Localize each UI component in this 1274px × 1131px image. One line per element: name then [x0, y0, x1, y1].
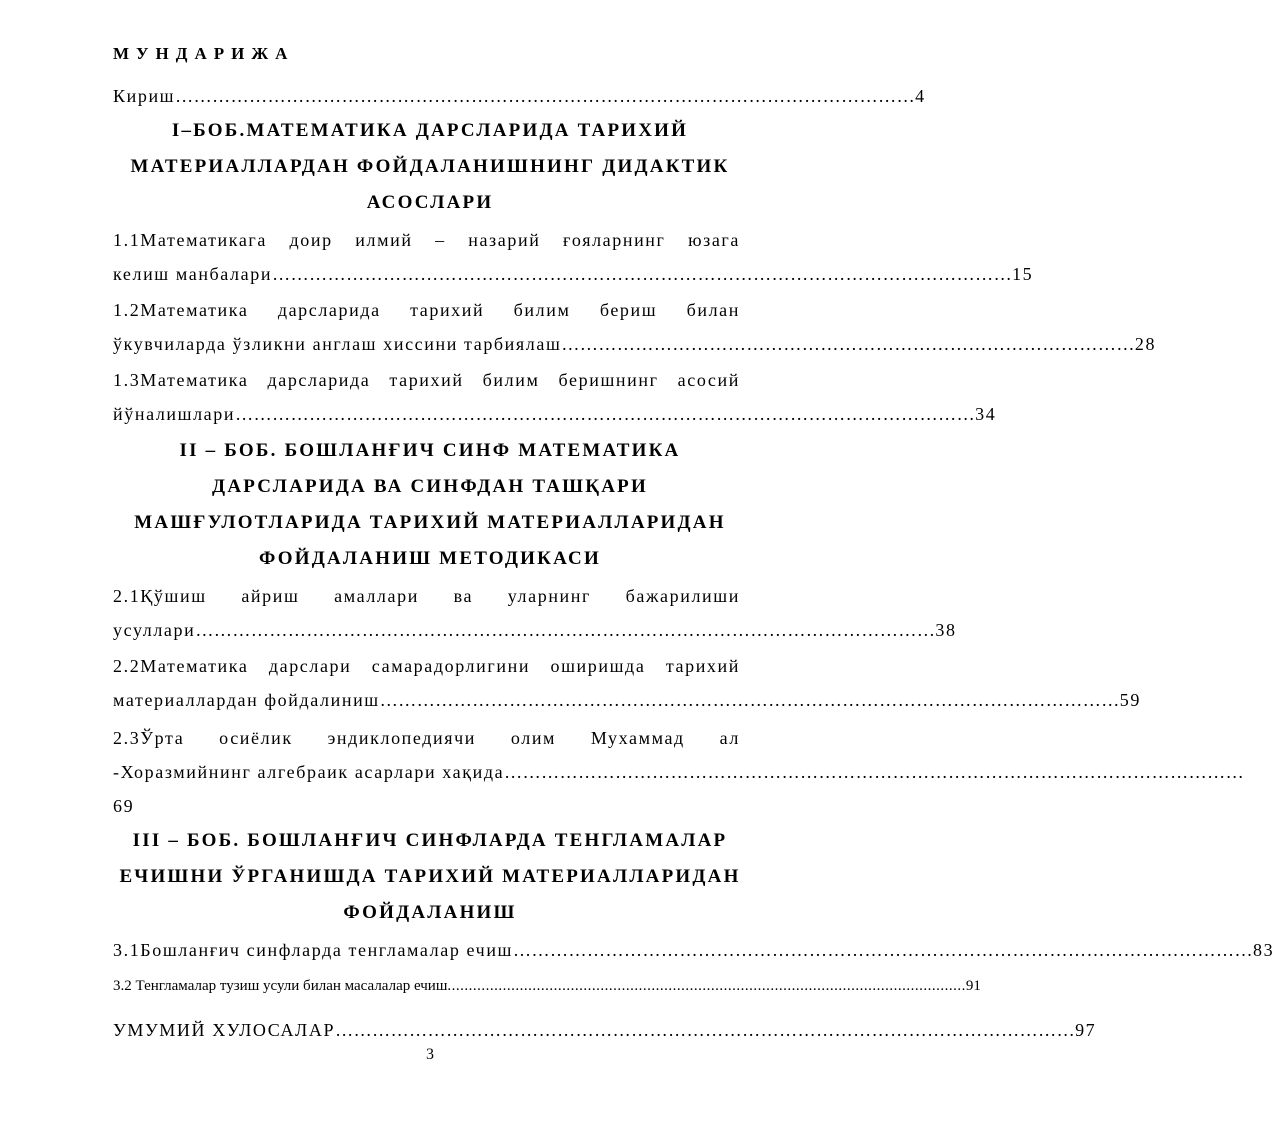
toc-word: ал	[719, 728, 740, 748]
toc-entry-1-1-continued[interactable]	[113, 260, 1034, 288]
toc-entry-page: 15	[1012, 264, 1034, 284]
toc-word: доир	[289, 230, 333, 250]
toc-entry-page: 83	[1253, 940, 1274, 960]
toc-entry-1-2[interactable]	[113, 296, 740, 324]
toc-word: ва	[453, 586, 474, 606]
toc-entry-title: УМУМИЙ ХУЛОСАЛАР	[113, 1020, 336, 1040]
toc-word: 2.3Ўрта	[113, 728, 185, 748]
toc-entry-page: 34	[975, 404, 997, 424]
toc-word: эндиклопедиячи	[327, 728, 477, 748]
toc-word: тарихий	[389, 370, 464, 390]
toc-word: Мухаммад	[590, 728, 685, 748]
toc-entry-2-2-continued[interactable]	[113, 686, 1141, 714]
toc-word: беришнинг	[558, 370, 659, 390]
toc-entry-2-3-continued[interactable]	[113, 758, 1245, 786]
toc-entry-intro[interactable]	[113, 82, 926, 110]
toc-entry-1-2-continued[interactable]	[113, 330, 1157, 358]
toc-word: ғояларнинг	[562, 230, 666, 250]
chapter-2-title-line-2: ДАРСЛАРИДА ВА СИНФДАН ТАШҚАРИ	[212, 476, 648, 497]
toc-word: юзага	[688, 230, 740, 250]
leader-dots: …………………………………………………………………………………………………………	[513, 940, 1254, 960]
toc-entry-title: 3.1Бошланғич синфларда тенгламалар ечиш	[113, 940, 514, 960]
toc-entry-1-3-continued[interactable]	[113, 400, 997, 428]
chapter-3-title-line-3: ФОЙДАЛАНИШ	[343, 902, 517, 923]
toc-entry-1-3[interactable]	[113, 366, 740, 394]
toc-entry-page: 91	[965, 978, 981, 994]
toc-entry-page: 28	[1134, 334, 1157, 354]
toc-word: тарихий	[410, 300, 485, 320]
chapter-1-title-line-2: МАТЕРИАЛЛАРДАН ФОЙДАЛАНИШНИНГ ДИДАКТИК	[130, 156, 730, 177]
toc-word: оширишда	[550, 656, 646, 676]
toc-word: 2.2Математика	[113, 656, 249, 676]
toc-word: дарслари	[268, 656, 352, 676]
toc-word: уларнинг	[507, 586, 591, 606]
leader-dots: …………………………………………………………………………………	[561, 334, 1135, 354]
toc-entry-1-1[interactable]	[113, 226, 740, 254]
chapter-3-title-line-2: ЕЧИШНИ ЎРГАНИШДА ТАРИХИЙ МАТЕРИАЛЛАРИДАН	[119, 866, 741, 887]
toc-word: билан	[686, 300, 740, 320]
leader-dots: …………………………………………………………………………………………………………	[504, 762, 1245, 782]
chapter-2-title-line-4: ФОЙДАЛАНИШ МЕТОДИКАСИ	[259, 548, 601, 569]
toc-entry-title: усуллари	[113, 620, 196, 640]
toc-entry-2-3[interactable]	[113, 724, 740, 752]
toc-word: олим	[510, 728, 557, 748]
toc-word: амаллари	[334, 586, 419, 606]
toc-entry-title: материаллардан фойдалиниш	[113, 690, 380, 710]
toc-entry-2-2[interactable]	[113, 652, 740, 680]
toc-entry-page: 4	[915, 86, 926, 106]
leader-dots: ..........................................................................................................................	[447, 978, 966, 994]
toc-entry-3-2[interactable]	[113, 972, 981, 1000]
toc-word: 1.1Математикага	[113, 230, 268, 250]
toc-word: –	[435, 230, 446, 250]
toc-entry-title: йўналишлари	[113, 404, 236, 424]
toc-word: назарий	[468, 230, 541, 250]
toc-word: бериш	[599, 300, 658, 320]
toc-entry-3-1[interactable]	[113, 936, 1274, 964]
leader-dots: …………………………………………………………………………………………………………	[379, 690, 1120, 710]
chapter-2-title-line-1: II – БОБ. БОШЛАНҒИЧ СИНФ МАТЕМАТИКА	[179, 440, 681, 461]
toc-word: 1.2Математика	[113, 300, 249, 320]
toc-word: билим	[513, 300, 571, 320]
chapter-3-title-line-1: III – БОБ. БОШЛАНҒИЧ СИНФЛАРДА ТЕНГЛАМАЛАР	[132, 830, 728, 851]
toc-entry-page: 59	[1119, 690, 1141, 710]
toc-entry-title: келиш манбалари	[113, 264, 273, 284]
toc-word: осиёлик	[219, 728, 293, 748]
toc-word: дарсларида	[277, 300, 381, 320]
chapter-2-title-line-3: МАШҒУЛОТЛАРИДА ТАРИХИЙ МАТЕРИАЛЛАРИДАН	[134, 512, 726, 533]
leader-dots: …………………………………………………………………………………………………………	[235, 404, 976, 424]
toc-entry-page: 97	[1075, 1020, 1097, 1040]
toc-word: илмий	[355, 230, 413, 250]
toc-word: билим	[482, 370, 540, 390]
toc-entry-title: Кириш	[113, 86, 176, 106]
leader-dots: …………………………………………………………………………………………………………	[175, 86, 916, 106]
toc-heading: МУНДАРИЖА	[113, 44, 295, 63]
toc-word: бажарилиши	[625, 586, 740, 606]
toc-word: айриш	[241, 586, 300, 606]
toc-entry-conclusion[interactable]	[113, 1016, 1097, 1044]
toc-entry-page: 69	[113, 796, 135, 816]
toc-word: дарсларида	[267, 370, 371, 390]
toc-entry-2-1-continued[interactable]	[113, 616, 957, 644]
toc-word: асосий	[677, 370, 740, 390]
toc-word: 2.1Қўшиш	[113, 586, 207, 606]
leader-dots: …………………………………………………………………………………………………………	[335, 1020, 1076, 1040]
toc-word: 1.3Математика	[113, 370, 249, 390]
leader-dots: …………………………………………………………………………………………………………	[272, 264, 1013, 284]
toc-entry-2-1[interactable]	[113, 582, 740, 610]
toc-word: самарадорлигини	[371, 656, 531, 676]
page-number: 3	[426, 1046, 434, 1063]
toc-entry-page: 38	[935, 620, 957, 640]
leader-dots: …………………………………………………………………………………………………………	[195, 620, 936, 640]
chapter-1-title-line-1: I–БОБ.МАТЕМАТИКА ДАРСЛАРИДА ТАРИХИЙ	[171, 120, 689, 141]
chapter-1-title-line-3: АСОСЛАРИ	[366, 192, 494, 213]
toc-entry-title: ўкувчиларда ўзликни англаш хиссини тарбиялаш	[113, 334, 562, 354]
toc-entry-title: 3.2 Тенгламалар тузиш усули билан масалалар ечиш	[113, 978, 448, 994]
toc-word: тарихий	[665, 656, 740, 676]
toc-entry-title: -Хоразмийнинг алгебраик асарлари хақида	[113, 762, 505, 782]
